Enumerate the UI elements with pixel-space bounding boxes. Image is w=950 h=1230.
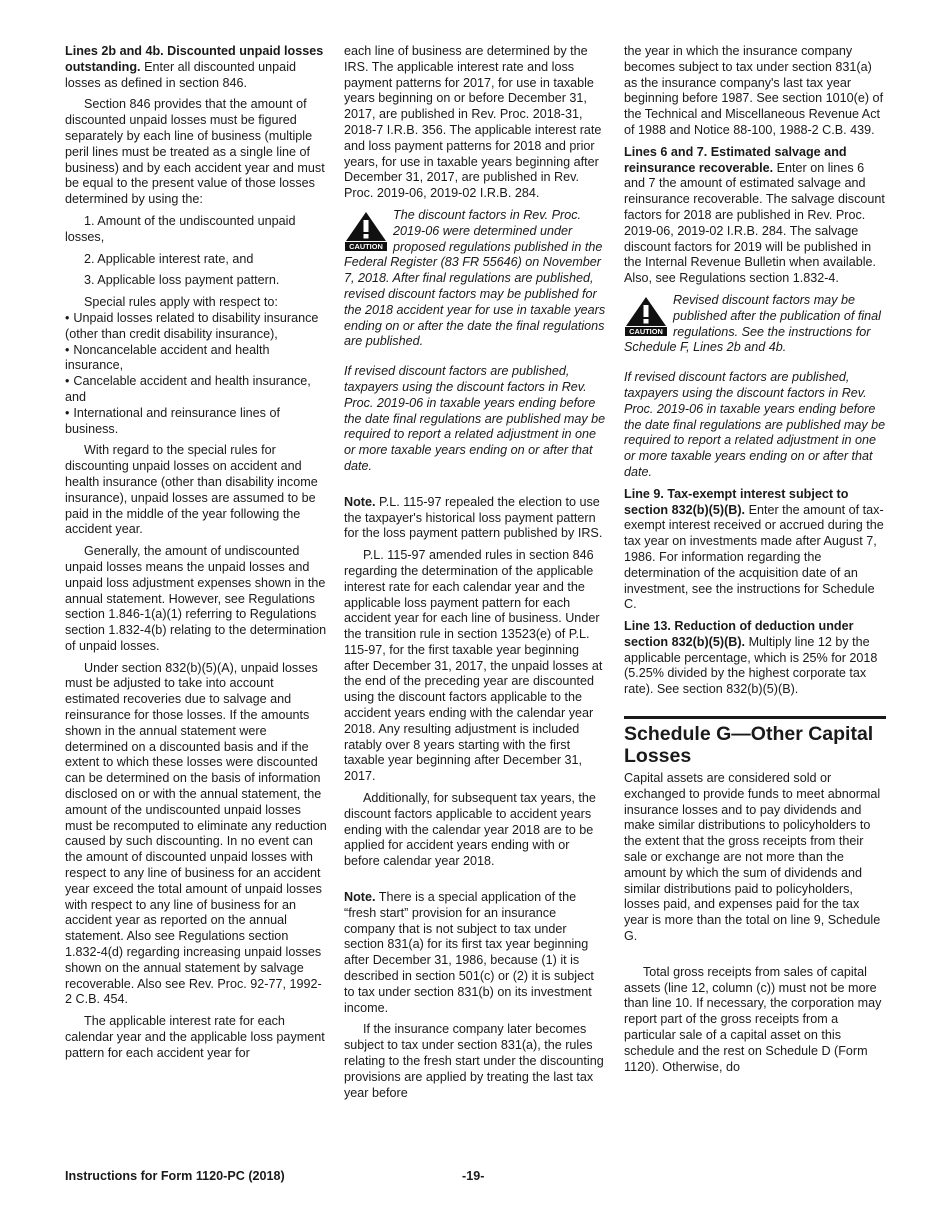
- gross-receipts-paragraph: Total gross receipts from sales of capital assets (line 12, column (c)) must not be more than line 10. If necessary, the corporation may report part of the gross receipts from a particular sale of a capital asset on this schedule and the rest on Schedule D (Form 1120). Otherwise, do: [624, 964, 882, 1074]
- caution-icon: [344, 211, 388, 251]
- revised-factors-paragraph: If revised discount factors are published, taxpayers using the discount factors in Rev. Proc. 2019-06 in taxable years ending before the date final regulations are published may be required to report a related adjustment in one or more taxable years ending on or after that date.: [344, 364, 606, 473]
- accident-health-paragraph: With regard to the special rules for discounting unpaid losses on accident and health insurance (other than disability income insurance), unpaid losses are assumed to be paid in the middle of the year following the accident year.: [65, 443, 318, 537]
- line-9-heading: Line 9. Tax-exempt interest subject to section 832(b)(5)(B).: [624, 486, 849, 517]
- loss-payment-paragraph: each line of business are determined by the IRS. The applicable interest rate and loss payment patterns for 2017, for use in taxable years beginning on or before December 31, 2017, are published in Rev. Proc. 2018-31, 2018-7 I.R.B. 356. The applicable interest rate and loss payment patterns for 2018 and prior years, for use in taxable years beginning after December 31, 2017, are published in Rev. Proc. 2019-06, 2019-02 I.R.B. 284.: [344, 44, 602, 201]
- line-9-paragraph: Line 9. Tax-exempt interest subject to section 832(b)(5)(B). Enter the amount of tax-exempt interest received or accrued during the tax year on investments made after August 7, 1986. For information regarding the determination of the acquisition date of an investment, see the instructions for Schedule C.: [624, 486, 884, 612]
- line-13-paragraph: Line 13. Reduction of deduction under section 832(b)(5)(B). Multiply line 12 by the applicable percentage, which is 25% for 2018 (5.25% divided by the highest corporate tax rate). See section 832(b)(5)(B).: [624, 619, 878, 697]
- list-item: 3. Applicable loss payment pattern.: [84, 273, 280, 288]
- schedule-g-paragraph: Capital assets are considered sold or exchanged to provide funds to meet abnormal insurance losses and to pay dividends and make similar distributions to policyholders to the extent that the gross receipts from their sale or exchange are not more than the amount by which the sum of dividends and similar distributions paid to policyholders, losses paid, and expenses paid for the tax year is more than the total on line 9, Schedule G.: [624, 771, 881, 944]
- bullet-item: • International and reinsurance lines of business.: [65, 406, 327, 438]
- special-rules-intro: Special rules apply with respect to:: [84, 295, 278, 310]
- lines-2b-4b-paragraph: Lines 2b and 4b. Discounted unpaid losses outstanding. Enter all discounted unpaid losses as defined in section 846.: [65, 44, 324, 90]
- list-item: 2. Applicable interest rate, and: [84, 251, 254, 266]
- lines-2b-4b-heading: Lines 2b and 4b. Discounted unpaid losses outstanding.: [65, 44, 324, 74]
- section-846-paragraph: Section 846 provides that the amount of discounted unpaid losses must be figured separately by each line of business (multiple peril lines must be treated as a single line of business) and by each accident year and must be equal to the present value of those losses determined by using the:: [65, 97, 325, 207]
- line-13-heading: Line 13. Reduction of deduction under section 832(b)(5)(B).: [624, 619, 854, 649]
- list-item: 1. Amount of the undiscounted unpaid losses,: [65, 213, 296, 244]
- insurance-company-paragraph: If the insurance company later becomes subject to tax under section 831(a), the rules relating to the fresh start under the discounting provisions are applied by treating the last tax year before: [344, 1022, 604, 1100]
- schedule-g-title: Schedule G—Other Capital Losses: [624, 716, 886, 767]
- caution-text: Revised discount factors may be published after the publication of final regulations. See the instructions for Schedule F, Lines 2b and 4b.: [624, 292, 881, 355]
- footer-form-title: Instructions for Form 1120-PC (2018): [65, 1169, 285, 1183]
- fresh-start-note: Note. There is a special application of the “fresh start” provision for an insurance company that is not subject to tax under section 831(a) for its first tax year beginning after December 31, 1986, because (1) it is described in section 501(c) or (2) it is subject to tax under section 831(b) on its investment income.: [344, 890, 594, 1015]
- caution-text: The discount factors in Rev. Proc. 2019-06 were determined under proposed regulations published in the Federal Register (83 FR 55646) on November 7, 2018. After final regulations are published, revised discount factors may be published for the 2018 accident year for use in taxable years ending on or after the date the final regulations are published.: [344, 207, 606, 349]
- fresh-start-continued: the year in which the insurance company becomes subject to tax under section 831(a) as the insurance company's last tax year beginning before 1987. See section 1010(e) of the Technical and Miscellaneous Revenue Act of 1988 and Notice 88-100, 1988-2 C.B. 439.: [624, 44, 884, 137]
- caution-icon: [624, 296, 668, 336]
- interest-rate-paragraph: The applicable interest rate for each calendar year and the applicable loss payment pattern for each accident year for: [65, 1014, 325, 1060]
- caution-label: CAUTION: [349, 242, 383, 251]
- column-3: [624, 44, 886, 1081]
- section-832-paragraph: Under section 832(b)(5)(A), unpaid losses must be adjusted to take into account estimated recoveries due to salvage and reinsurance for those losses. If the amounts shown in the annual statement were determined on a discounted basis and if the extent to which these losses were discounted can be determined on the basis of information disclosed on or with the annual statement, the amount of the undiscounted unpaid losses must be recomputed to eliminate any reduction caused by such discounting. In no event can the amount of discounted unpaid losses with respect to any line of business for an accident year exceed the total amount of unpaid losses with respect to any line of business for an accident year as reported on the annual statement. Also see Regulations section 1.832-4(d) regarding increasing unpaid losses shown on the annual statement by salvage recoverable. Also see Rev. Proc. 92-77, 1992-2 C.B. 454.: [65, 660, 327, 1007]
- page-number: -19-: [462, 1169, 485, 1183]
- revised-factors-paragraph: If revised discount factors are published, taxpayers using the discount factors in Rev. Proc. 2019-06 in taxable years ending before the date final regulations are published may be required to report a related adjustment in one or more taxable years ending on or after that date.: [624, 370, 886, 479]
- caution-block: [624, 293, 886, 356]
- special-rules-list: [65, 311, 327, 437]
- transition-rule-paragraph: P.L. 115-97 amended rules in section 846 regarding the determination of the applicable interest rate for each calendar year and the applicable loss payment pattern for each accident year for each line of business. Under the transition rule in section 13523(e) of P.L. 115-97, for the first taxable year beginning after December 31, 2017, the unpaid losses at the end of the preceding year are discounted using the discount factors applicable to the accident years ending with the calendar year 2018. Any resulting adjustment is included ratably over 8 years starting with the first taxable year beginning after December 31, 2017.: [344, 548, 603, 784]
- undiscounted-losses-paragraph: Generally, the amount of undiscounted unpaid losses means the unpaid losses and unpaid loss adjustment expenses shown in the annual statement. However, see Regulations section 1.846-1(a)(1) referring to Regulations section 1.832-4(b) relating to the determination of unpaid losses.: [65, 544, 327, 653]
- column-2: [344, 44, 606, 1107]
- note-paragraph: Note. P.L. 115-97 repealed the election to use the taxpayer's historical loss payment pattern for the loss payment pattern published by IRS.: [344, 494, 603, 541]
- column-1: [65, 44, 327, 1068]
- lines-6-7-paragraph: Lines 6 and 7. Estimated salvage and reinsurance recoverable. Enter on lines 6 and 7 the amount of estimated salvage and reinsurance recoverable. The salvage discount factors for 2018 are published in Rev. Proc. 2019-06, 2019-02 I.R.B. 284. The salvage discount factors for 2019 will be published in the Internal Revenue Bulletin when available. Also, see Regulations section 1.832-4.: [624, 144, 885, 286]
- bullet-item: • Unpaid losses related to disability insurance (other than credit disability insurance),: [65, 311, 327, 343]
- bullet-item: • Noncancelable accident and health insurance,: [65, 343, 327, 375]
- subsequent-years-paragraph: Additionally, for subsequent tax years, the discount factors applicable to accident years ending with the calendar year 2018 are to be applied for accident years ending with or before calendar year 2018.: [344, 791, 596, 869]
- caution-block: [344, 208, 606, 350]
- lines-6-7-heading: Lines 6 and 7. Estimated salvage and reinsurance recoverable.: [624, 144, 847, 175]
- bullet-item: • Cancelable accident and health insurance, and: [65, 374, 327, 406]
- caution-label: CAUTION: [629, 327, 663, 336]
